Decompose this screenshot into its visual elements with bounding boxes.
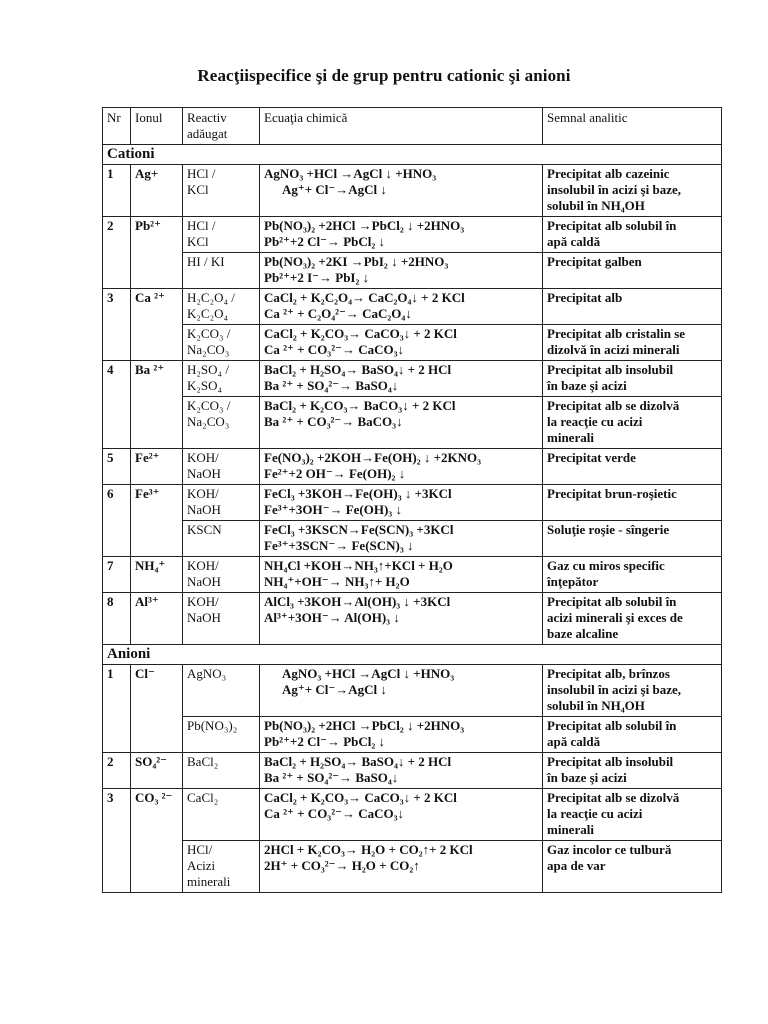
signal-line: Gaz incolor ce tulbură [547,842,672,857]
signal-cell [543,361,722,397]
equation-line: 2H⁺ + CO₃²⁻→ H₂O + CO₂↑ [264,858,420,873]
document-title: Reacţiispecifice şi de grup pentru cationic şi anioni [197,66,571,85]
reagent-cell [183,361,260,397]
equation-line: AgNO₃ +HCl →AgCl ↓ +HNO₃ [264,166,437,181]
signal-line: Precipitat alb, brînzos [547,666,670,681]
row-number: 1 [103,665,131,753]
reagent-cell [183,521,260,557]
signal-line: Soluţie roşie - sîngerie [547,522,670,537]
equation-cell [260,593,543,645]
reagent-cell [183,289,260,325]
reagent-line: K₂SO₄ [187,378,223,393]
reagent-line: NaOH [187,466,221,481]
reagent-cell [183,665,260,717]
equation-line: Pb²⁺+2 Cl⁻→ PbCl₂ ↓ [264,234,386,249]
reagent-line: KOH/ [187,450,219,465]
table-body [103,145,722,893]
ion-cell: CO₃ ²⁻ [131,789,183,893]
table-row [103,593,722,645]
signal-line: Precipitat alb se dizolvă [547,398,680,413]
equation-line: FeCl₃ +3KOH→Fe(OH)₃ ↓ +3KCl [264,486,452,501]
equation-line: NH₄Cl +KOH→NH₃↑+KCl + H₂O [264,558,453,573]
reagent-line: HCl / [187,166,216,181]
section-row [103,145,722,165]
table-header-row [103,108,722,145]
equation-line: BaCl₂ + H₂SO₄→ BaSO₄↓ + 2 HCl [264,362,452,377]
signal-line: în baze şi acizi [547,378,627,393]
equation-line: Ba ²⁺ + SO₄²⁻→ BaSO₄↓ [264,770,399,785]
equation-cell [260,289,543,325]
signal-cell [543,253,722,289]
section-title: Cationi [103,145,722,165]
row-number: 2 [103,217,131,289]
signal-line: Precipitat alb cazeinic [547,166,670,181]
table-row [103,325,722,361]
signal-cell [543,593,722,645]
signal-line: Precipitat alb solubil în [547,718,677,733]
reagent-line: KCl [187,182,209,197]
reagent-line: Na₂CO₃ [187,414,230,429]
signal-cell [543,289,722,325]
table-row [103,557,722,593]
signal-line: Precipitat alb se dizolvă [547,790,680,805]
table-row [103,717,722,753]
header-equation: Ecuaţia chimică [260,108,543,145]
equation-line: Pb(NO₃)₂ +2HCl →PbCl₂ ↓ +2HNO₃ [264,718,465,733]
equation-line: CaCl₂ + K₂CO₃→ CaCO₃↓ + 2 KCl [264,326,457,341]
table-row [103,753,722,789]
signal-cell [543,789,722,841]
signal-cell [543,449,722,485]
equation-cell [260,397,543,449]
section-row [103,645,722,665]
equation-line: BaCl₂ + K₂CO₃→ BaCO₃↓ + 2 KCl [264,398,456,413]
equation-cell [260,253,543,289]
table-row [103,521,722,557]
equation-line: 2HCl + K₂CO₃→ H₂O + CO₂↑+ 2 KCl [264,842,473,857]
signal-line: la reacţie cu acizi [547,414,643,429]
reagent-cell [183,557,260,593]
ion-cell: Ag+ [131,165,183,217]
equation-cell [260,753,543,789]
ion-cell: Fe³⁺ [131,485,183,557]
header-signal: Semnal analitic [543,108,722,145]
signal-line: Precipitat verde [547,450,636,465]
table-row [103,841,722,893]
reagent-cell [183,789,260,841]
equation-cell [260,717,543,753]
signal-line: înţepător [547,574,599,589]
equation-line: FeCl₃ +3KSCN→Fe(SCN)₃ +3KCl [264,522,454,537]
table-row [103,165,722,217]
row-number: 4 [103,361,131,449]
signal-line: Precipitat alb solubil în [547,218,677,233]
signal-line: la reacţie cu acizi [547,806,643,821]
ion-cell: NH₄⁺ [131,557,183,593]
reagent-cell [183,165,260,217]
equation-cell [260,665,543,717]
reagent-line: HI / KI [187,254,225,269]
reagent-line: Pb(NO₃)₂ [187,718,238,733]
signal-cell [543,217,722,253]
ion-cell: Al³⁺ [131,593,183,645]
header-ion: Ionul [131,108,183,145]
reagent-line: NaOH [187,610,221,625]
equation-line: Pb(NO₃)₂ +2HCl →PbCl₂ ↓ +2HNO₃ [264,218,465,233]
equation-line: Fe²⁺+2 OH⁻→ Fe(OH)₂ ↓ [264,466,406,481]
signal-cell [543,397,722,449]
table-row [103,289,722,325]
ion-cell: SO₄²⁻ [131,753,183,789]
reagent-line: NaOH [187,502,221,517]
equation-cell [260,789,543,841]
signal-line: insolubil în acizi şi baze, [547,182,681,197]
reagent-line: KOH/ [187,486,219,501]
signal-line: în baze şi acizi [547,770,627,785]
equation-line: Pb²⁺+2 I⁻→ PbI₂ ↓ [264,270,370,285]
reagent-cell [183,753,260,789]
reagent-cell [183,485,260,521]
equation-cell [260,449,543,485]
equation-line: Pb(NO₃)₂ +2KI →PbI₂ ↓ +2HNO₃ [264,254,449,269]
row-number: 7 [103,557,131,593]
row-number: 6 [103,485,131,557]
signal-line: apă caldă [547,234,601,249]
equation-cell [260,485,543,521]
ion-cell: Pb²⁺ [131,217,183,289]
signal-cell [543,717,722,753]
signal-line: baze alcaline [547,626,619,641]
table-row [103,217,722,253]
signal-cell [543,485,722,521]
reagent-line: K₂CO₃ / [187,326,231,341]
signal-cell [543,665,722,717]
reagent-cell [183,593,260,645]
reagent-line: Na₂CO₃ [187,342,230,357]
ion-cell: Ba ²⁺ [131,361,183,449]
reagent-line: H₂C₂O₄ / [187,290,235,305]
reagent-cell [183,841,260,893]
header-reagent-line: Reactiv [187,110,227,125]
reagent-cell [183,253,260,289]
equation-line: Ag⁺+ Cl⁻→AgCl ↓ [282,682,387,697]
equation-line: Ca ²⁺ + C₂O₄²⁻→ CaC₂O₄↓ [264,306,412,321]
signal-line: Precipitat alb cristalin se [547,326,686,341]
equation-line: AlCl₃ +3KOH→Al(OH)₃ ↓ +3KCl [264,594,451,609]
equation-line: NH₄⁺+OH⁻→ NH₃↑+ H₂O [264,574,410,589]
equation-cell [260,361,543,397]
reagent-line: BaCl₂ [187,754,219,769]
reagent-line: KOH/ [187,558,219,573]
signal-line: Precipitat alb [547,290,623,305]
equation-line: CaCl₂ + K₂CO₃→ CaCO₃↓ + 2 KCl [264,790,457,805]
reagent-line: CaCl₂ [187,790,219,805]
signal-cell [543,165,722,217]
signal-line: Precipitat alb insolubil [547,754,674,769]
signal-cell [543,841,722,893]
equation-line: Fe(NO₃)₂ +2KOH→Fe(OH)₂ ↓ +2KNO₃ [264,450,482,465]
reactions-table [102,107,722,893]
equation-line: BaCl₂ + H₂SO₄→ BaSO₄↓ + 2 HCl [264,754,452,769]
reagent-line: K₂C₂O₄ [187,306,229,321]
signal-line: Precipitat alb insolubil [547,362,674,377]
signal-line: Precipitat alb solubil în [547,594,677,609]
header-reagent-line: adăugat [187,126,228,141]
row-number: 1 [103,165,131,217]
signal-line: Precipitat brun-roşietic [547,486,677,501]
reagent-cell [183,217,260,253]
equation-line: Pb²⁺+2 Cl⁻→ PbCl₂ ↓ [264,734,386,749]
equation-line: CaCl₂ + K₂C₂O₄→ CaC₂O₄↓ + 2 KCl [264,290,465,305]
signal-line: solubil în NH₄OH [547,198,645,213]
reagent-line: KCl [187,234,209,249]
signal-line: Precipitat galben [547,254,642,269]
table-row [103,253,722,289]
equation-cell [260,521,543,557]
reagent-cell [183,397,260,449]
signal-cell [543,521,722,557]
reagent-line: HCl / [187,218,216,233]
ion-cell: Ca ²⁺ [131,289,183,361]
equation-cell [260,557,543,593]
equation-cell [260,841,543,893]
signal-line: insolubil în acizi şi baze, [547,682,681,697]
equation-line: Fe³⁺+3SCN⁻→ Fe(SCN)₃ ↓ [264,538,414,553]
reagent-line: KOH/ [187,594,219,609]
signal-line: apa de var [547,858,606,873]
signal-line: dizolvă în acizi minerali [547,342,680,357]
reagent-line: Acizi [187,858,216,873]
signal-cell [543,753,722,789]
equation-line: Ca ²⁺ + CO₃²⁻→ CaCO₃↓ [264,806,404,821]
reagent-line: AgNO₃ [187,666,227,681]
equation-line: Fe³⁺+3OH⁻→ Fe(OH)₃ ↓ [264,502,402,517]
table-row [103,789,722,841]
table-row [103,361,722,397]
row-number: 3 [103,789,131,893]
signal-line: minerali [547,430,594,445]
equation-cell [260,165,543,217]
equation-line: Ag⁺+ Cl⁻→AgCl ↓ [282,182,387,197]
ion-cell: Fe²⁺ [131,449,183,485]
signal-line: minerali [547,822,594,837]
signal-cell [543,325,722,361]
row-number: 3 [103,289,131,361]
signal-cell [543,557,722,593]
reagent-cell [183,325,260,361]
equation-line: Ba ²⁺ + SO₄²⁻→ BaSO₄↓ [264,378,399,393]
section-title: Anioni [103,645,722,665]
table-row [103,449,722,485]
equation-cell [260,325,543,361]
table-row [103,397,722,449]
signal-line: Gaz cu miros specific [547,558,665,573]
reagent-line: NaOH [187,574,221,589]
equation-line: Al³⁺+3OH⁻→ Al(OH)₃ ↓ [264,610,400,625]
equation-line: Ca ²⁺ + CO₃²⁻→ CaCO₃↓ [264,342,404,357]
header-reagent [183,108,260,145]
row-number: 5 [103,449,131,485]
row-number: 2 [103,753,131,789]
signal-line: apă caldă [547,734,601,749]
header-nr: Nr [103,108,131,145]
signal-line: acizi minerali şi exces de [547,610,683,625]
row-number: 8 [103,593,131,645]
reagent-line: K₂CO₃ / [187,398,231,413]
ion-cell: Cl⁻ [131,665,183,753]
equation-line: Ba ²⁺ + CO₃²⁻→ BaCO₃↓ [264,414,403,429]
reagent-cell [183,449,260,485]
reagent-line: KSCN [187,522,222,537]
equation-line: AgNO₃ +HCl →AgCl ↓ +HNO₃ [282,666,455,681]
equation-cell [260,217,543,253]
reagent-line: HCl/ [187,842,213,857]
table-row [103,665,722,717]
reagent-line: minerali [187,874,231,889]
reagent-line: H₂SO₄ / [187,362,229,377]
signal-line: solubil în NH₄OH [547,698,645,713]
table-row [103,485,722,521]
reagent-cell [183,717,260,753]
